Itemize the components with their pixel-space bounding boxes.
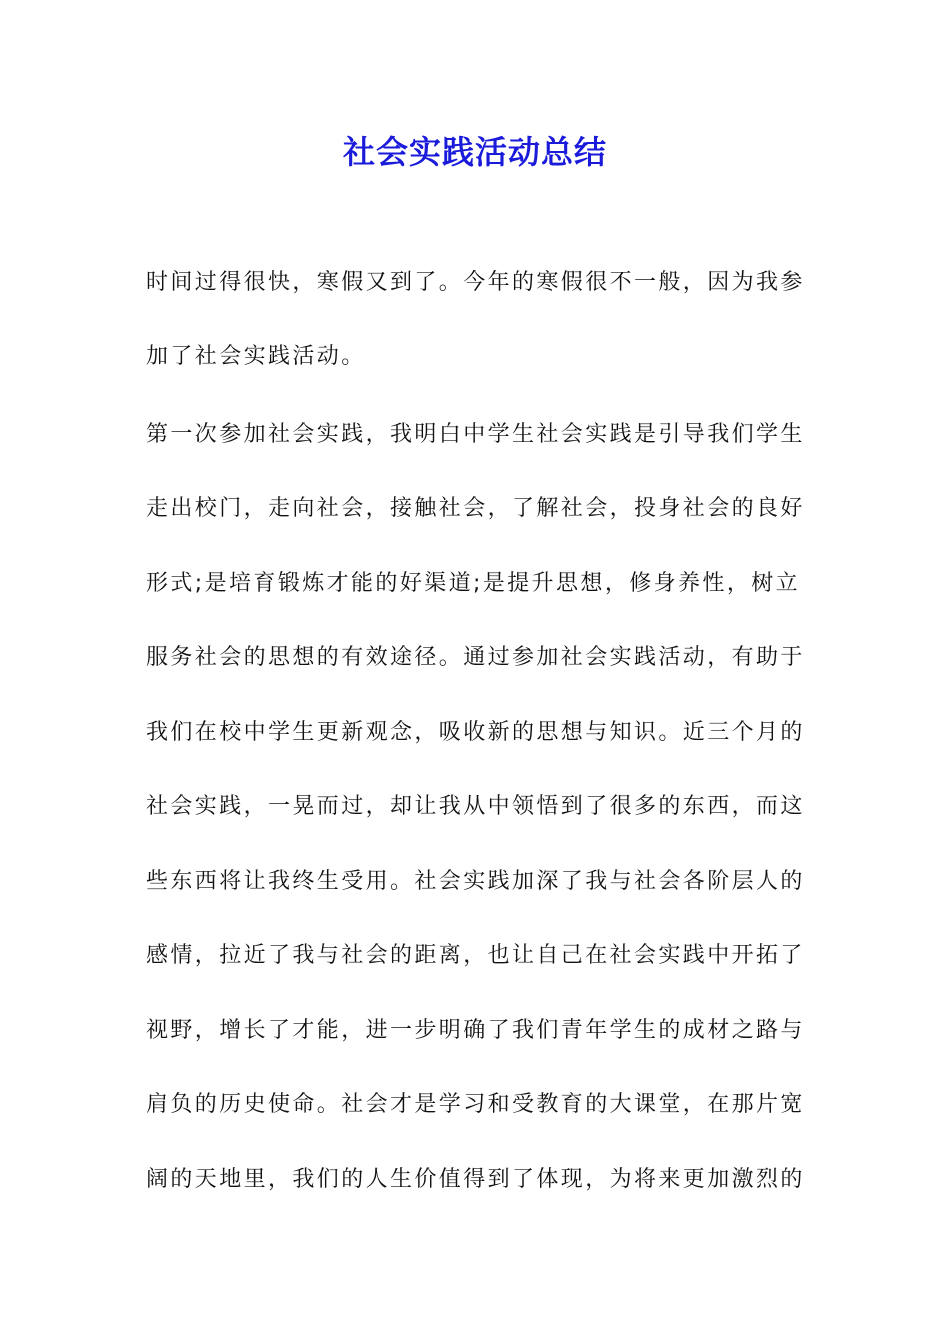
paragraph-line: 视野，增长了才能，进一步明确了我们青年学生的成材之路与 [146,1018,805,1043]
paragraph-line: 阔的天地里，我们的人生价值得到了体现，为将来更加激烈的 [146,1167,805,1192]
paragraph-line: 时间过得很快，寒假又到了。今年的寒假很不一般，因为我参 [146,270,805,295]
paragraph-line: 走出校门，走向社会，接触社会，了解社会，投身社会的良好 [146,496,805,521]
paragraph-line: 加了社会实践活动。 [146,344,366,369]
paragraph-line: 形式;是培育锻炼才能的好渠道;是提升思想，修身养性，树立 [146,571,801,596]
paragraph-line: 第一次参加社会实践，我明白中学生社会实践是引导我们学生 [146,422,805,447]
paragraph-line: 我们在校中学生更新观念，吸收新的思想与知识。近三个月的 [146,720,805,745]
paragraph-line: 感情，拉近了我与社会的距离，也让自己在社会实践中开拓了 [146,943,805,968]
paragraph-line: 些东西将让我终生受用。社会实践加深了我与社会各阶层人的 [146,869,805,894]
paragraph-line: 服务社会的思想的有效途径。通过参加社会实践活动，有助于 [146,645,805,670]
document-title: 社会实践活动总结 [342,133,607,171]
paragraph-line: 肩负的历史使命。社会才是学习和受教育的大课堂，在那片宽 [146,1092,805,1117]
paragraph-line: 社会实践，一晃而过，却让我从中领悟到了很多的东西，而这 [146,794,805,819]
